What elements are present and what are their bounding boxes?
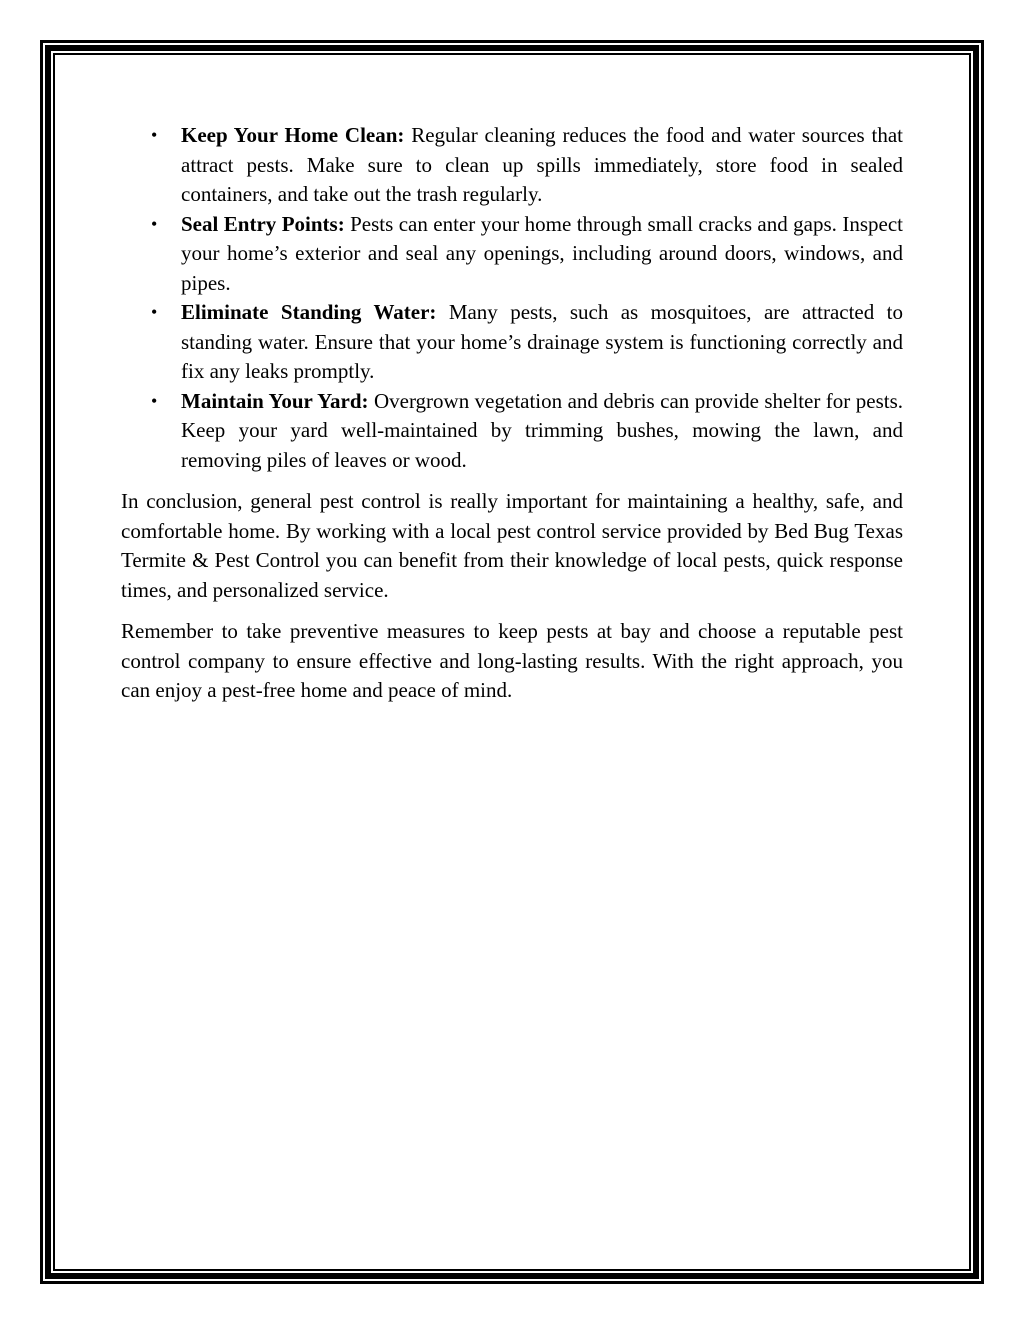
conclusion-paragraph: In conclusion, general pest control is really important for maintaining a healthy, safe, and comfortable home. By working with a local pest control service provided by Bed Bug Texas Termite & Pest Control you can benefit from their knowledge of local pests, quick response times, and personalized service. — [121, 489, 903, 602]
list-item — [121, 121, 903, 210]
tip-text: Many pests, such as mosquitoes, are attracted to standing water. Ensure that your home’s drainage system is functioning correctly and fix any leaks promptly. — [181, 300, 903, 383]
bullet-icon: • — [151, 390, 158, 411]
tip-heading: Eliminate Standing Water: — [181, 300, 437, 324]
list-item — [121, 298, 903, 387]
closing-paragraph: Remember to take preventive measures to keep pests at bay and choose a reputable pest control company to ensure effective and long-lasting results. With the right approach, you can enjoy a pest-free home and peace of mind. — [121, 619, 903, 702]
list-item — [121, 210, 903, 299]
bullet-icon: • — [151, 125, 158, 145]
tip-heading: Maintain Your Yard: — [181, 388, 369, 413]
bullet-icon: • — [151, 213, 158, 234]
tip-heading: Keep Your Home Clean: — [181, 123, 405, 147]
list-item — [121, 387, 903, 476]
tip-text: Overgrown vegetation and debris can provide shelter for pests. Keep your yard well-maintained by trimming bushes, mowing the lawn, and removing piles of leaves or wood. — [181, 388, 903, 472]
tips-list — [121, 121, 903, 475]
tip-text: Pests can enter your home through small cracks and gaps. Inspect your home’s exterior and seal any openings, including around doors, windows, and pipes. — [181, 211, 903, 295]
bullet-icon: • — [151, 302, 158, 322]
document-body — [121, 121, 903, 706]
tip-heading: Seal Entry Points: — [181, 211, 345, 236]
tip-text: Regular cleaning reduces the food and water sources that attract pests. Make sure to clean up spills immediately, store food in sealed containers, and take out the trash regularly. — [181, 123, 903, 206]
